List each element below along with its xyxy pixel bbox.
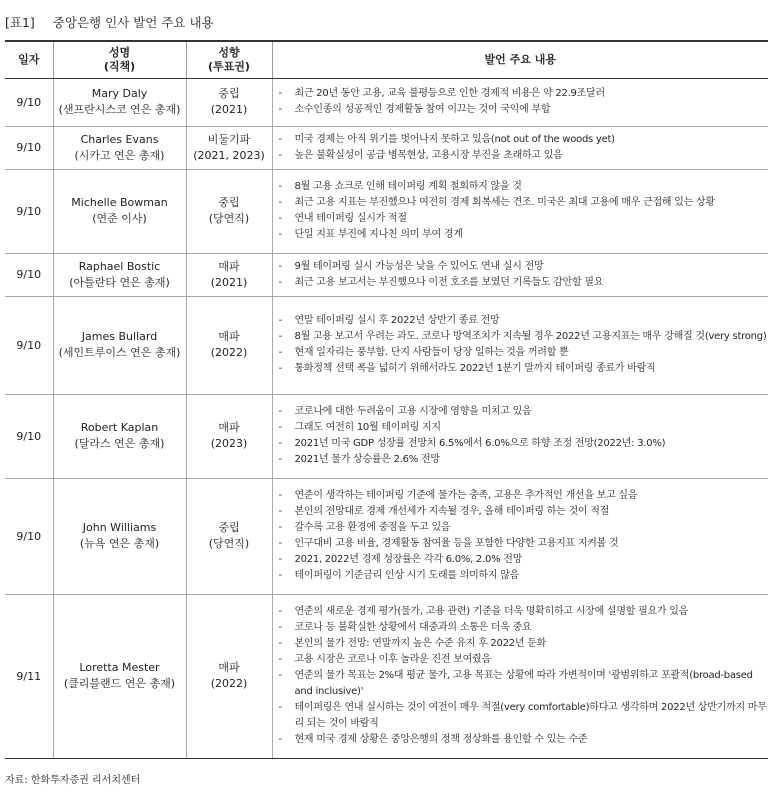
row-date: 9/10 xyxy=(5,296,53,394)
statement-item: - 2021년 물가 상승률은 2.6% 전망 xyxy=(273,452,769,468)
statement-item: - 인구대비 고용 비율, 경제활동 참여율 등을 포함한 다양한 고용지표 지켜볼 것 xyxy=(273,536,769,552)
row-statements xyxy=(272,594,768,758)
speaker-name: Loretta Mester xyxy=(79,661,160,674)
row-stance xyxy=(186,253,272,296)
speaker-role: (세인트루이스 연은 총재) xyxy=(58,346,181,359)
statement-item: - 현재 미국 경제 상황은 중앙은행의 정책 정상화를 용인할 수 있는 수준 xyxy=(273,732,769,748)
speaker-name: James Bullard xyxy=(81,330,158,343)
statement-item: - 연준의 새로운 경제 평가(물가, 고용 관련) 기준을 더욱 명확히하고 시장에 설명할 필요가 있음 xyxy=(273,604,769,620)
table-row xyxy=(5,296,768,394)
row-speaker xyxy=(53,253,186,296)
table-body xyxy=(5,78,768,758)
table-header-row xyxy=(5,41,768,78)
speaker-role: (연준 이사) xyxy=(92,212,147,225)
speaker-role: (아틀란타 연은 총재) xyxy=(69,275,170,289)
voting-year: (2022) xyxy=(210,677,248,690)
table-row xyxy=(5,478,768,594)
header-stance: 성향 (투표권) xyxy=(186,41,272,78)
row-speaker xyxy=(53,126,186,169)
table-row xyxy=(5,169,768,253)
row-date: 9/10 xyxy=(5,78,53,126)
row-speaker xyxy=(53,594,186,758)
statement-item: - 연말 테이퍼링 실시 후 2022년 상반기 종료 전망 xyxy=(273,313,769,329)
row-date: 9/11 xyxy=(5,594,53,758)
statement-list xyxy=(273,404,769,468)
table-row xyxy=(5,126,768,169)
speaker-name: Mary Daly xyxy=(91,87,148,100)
stance-label: 매파 xyxy=(218,330,240,343)
row-stance xyxy=(186,296,272,394)
header-date: 일자 xyxy=(5,41,53,78)
stance-label: 중립 xyxy=(218,521,240,534)
row-date: 9/10 xyxy=(5,169,53,253)
stance-label: 매파 xyxy=(218,661,240,674)
row-statements xyxy=(272,253,768,296)
statement-item: - 최근 고용 보고서는 부진했으나 이전 호조를 보였던 기록들도 감안할 필요 xyxy=(273,275,769,291)
statement-item: - 연내 테이퍼링 실시가 적절 xyxy=(273,211,769,227)
row-statements xyxy=(272,394,768,478)
row-date: 9/10 xyxy=(5,253,53,296)
voting-year: (2022) xyxy=(210,346,248,359)
statement-item: - 단일 지표 부진에 지나친 의미 부여 경계 xyxy=(273,227,769,243)
stance-label: 비둘기파 xyxy=(207,132,251,146)
statement-item: - 본인의 전망대로 경제 개선세가 지속될 경우, 올해 테이퍼링 하는 것이 적절 xyxy=(273,504,769,520)
stance-label: 중립 xyxy=(218,196,240,209)
header-name: 성명 (직책) xyxy=(53,41,186,78)
row-speaker xyxy=(53,78,186,126)
statement-item: - 2021년 미국 GDP 성장률 전망치 6.5%에서 6.0%으로 하향 조정 전망(2022년: 3.0%) xyxy=(273,436,769,452)
voting-year: (2021) xyxy=(210,103,248,116)
row-date: 9/10 xyxy=(5,126,53,169)
header-content: 발언 주요 내용 xyxy=(272,41,768,78)
speaker-role: (클리블랜드 연은 총재) xyxy=(63,677,176,690)
statement-item: - 테이퍼링이 기준금리 인상 시기 도래를 의미하지 않음 xyxy=(273,568,769,584)
row-stance xyxy=(186,478,272,594)
row-speaker xyxy=(53,296,186,394)
row-stance xyxy=(186,169,272,253)
row-stance xyxy=(186,78,272,126)
voting-year: (2021) xyxy=(210,275,248,289)
row-statements xyxy=(272,78,768,126)
statement-item: - 2021, 2022년 경제 성장률은 각각 6.0%, 2.0% 전망 xyxy=(273,552,769,568)
statement-item: - 코로나에 대한 두려움이 고용 시장에 영향을 미치고 있음 xyxy=(273,404,769,420)
row-stance xyxy=(186,594,272,758)
speaker-name: Charles Evans xyxy=(80,132,159,146)
stance-label: 중립 xyxy=(218,87,240,100)
row-statements xyxy=(272,169,768,253)
statement-item: - 코로나 등 불확실한 상황에서 대중과의 소통은 더욱 중요 xyxy=(273,620,769,636)
row-date: 9/10 xyxy=(5,394,53,478)
row-speaker xyxy=(53,478,186,594)
row-stance xyxy=(186,126,272,169)
statement-item: - 최근 20년 동안 고용, 교육 불평등으로 인한 경제적 비용은 약 22.9조달러 xyxy=(273,86,769,102)
statement-item: - 최근 고용 지표는 부진했으나 여전히 경제 회복세는 견조. 미국은 최대 고용에 매우 근접해 있는 상황 xyxy=(273,195,769,211)
voting-year: (2021, 2023) xyxy=(193,148,265,162)
row-statements xyxy=(272,478,768,594)
statement-list xyxy=(273,604,769,748)
speaker-role: (샌프란시스코 연은 총재) xyxy=(58,103,181,116)
table-caption xyxy=(5,13,214,31)
row-speaker xyxy=(53,394,186,478)
statement-item: - 테이퍼링은 연내 실시하는 것이 여전이 매우 적절(very comfortable)하다고 생각하며 2022년 상반기까지 마무리 되는 것이 바람직 xyxy=(273,700,769,732)
table-row xyxy=(5,594,768,758)
table-row xyxy=(5,253,768,296)
row-statements xyxy=(272,296,768,394)
statement-list xyxy=(273,179,769,243)
statement-item: - 고용 시장은 코로나 이후 놀라운 진전 보여줬음 xyxy=(273,652,769,668)
statement-item: - 8월 고용 보고서 우려는 과도. 코로나 방역조치가 지속될 경우 2022년 고용지표는 매우 강해질 것(very strong) xyxy=(273,329,769,345)
statement-list xyxy=(273,259,769,291)
source-note: 자료: 한화투자증권 리서치센터 xyxy=(5,775,141,786)
statement-item: - 높은 불확실성이 공급 병목현상, 고용시장 부진을 초래하고 있음 xyxy=(273,148,769,164)
statement-item: - 미국 경제는 아직 위기를 벗어나지 못하고 있음(not out of the woods yet) xyxy=(273,132,769,148)
row-statements xyxy=(272,126,768,169)
statement-item: - 소수인종의 성공적인 경제활동 참여 이끄는 것이 국익에 부합 xyxy=(273,102,769,118)
statement-item: - 본인의 물가 전망: 연말까지 높은 수준 유지 후 2022년 둔화 xyxy=(273,636,769,652)
statement-item: - 갈수록 고용 환경에 중점을 두고 있음 xyxy=(273,520,769,536)
speaker-role: (시카고 연은 총재) xyxy=(74,148,165,162)
voting-year: (당연직) xyxy=(208,212,250,225)
table-number: [표1] xyxy=(5,15,35,30)
statement-list xyxy=(273,313,769,377)
table-row xyxy=(5,78,768,126)
speaker-role: (뉴욕 연은 총재) xyxy=(79,537,160,550)
statements-table xyxy=(5,40,768,759)
table-row xyxy=(5,394,768,478)
statement-item: - 8월 고용 쇼크로 인해 테이퍼링 계획 철회하지 않을 것 xyxy=(273,179,769,195)
stance-label: 매파 xyxy=(218,421,240,434)
row-date: 9/10 xyxy=(5,478,53,594)
row-stance xyxy=(186,394,272,478)
voting-year: (당연직) xyxy=(208,537,250,550)
speaker-name: John Williams xyxy=(82,521,157,534)
voting-year: (2023) xyxy=(210,437,248,450)
statement-item: - 통화정책 선택 폭을 넓히기 위해서라도 2022년 1분기 말까지 테이퍼링 종료가 바람직 xyxy=(273,361,769,377)
statement-item: - 연준의 물가 목표는 2%대 평균 물가, 고용 목표는 상황에 따라 가변적이며 '광범위하고 포괄적(broad-based and inclusive)' xyxy=(273,668,769,700)
statement-list xyxy=(273,488,769,584)
statement-item: - 그래도 여전히 10월 테이퍼링 지지 xyxy=(273,420,769,436)
speaker-name: Michelle Bowman xyxy=(71,196,168,209)
statement-list xyxy=(273,132,769,164)
row-speaker xyxy=(53,169,186,253)
stance-label: 매파 xyxy=(218,259,240,273)
speaker-name: Raphael Bostic xyxy=(78,259,161,273)
statement-item: - 9월 테이퍼링 실시 가능성은 낮을 수 있어도 연내 실시 전망 xyxy=(273,259,769,275)
speaker-name: Robert Kaplan xyxy=(80,421,159,434)
table-title: 중앙은행 인사 발언 주요 내용 xyxy=(52,15,214,30)
statement-item: - 현재 일자리는 풍부함. 단지 사람들이 당장 일하는 것을 꺼려할 뿐 xyxy=(273,345,769,361)
statement-item: - 연준이 생각하는 테이퍼링 기준에 물가는 충족, 고용은 추가적인 개선을 보고 싶음 xyxy=(273,488,769,504)
speaker-role: (달라스 연은 총재) xyxy=(74,437,165,450)
statement-list xyxy=(273,86,769,118)
